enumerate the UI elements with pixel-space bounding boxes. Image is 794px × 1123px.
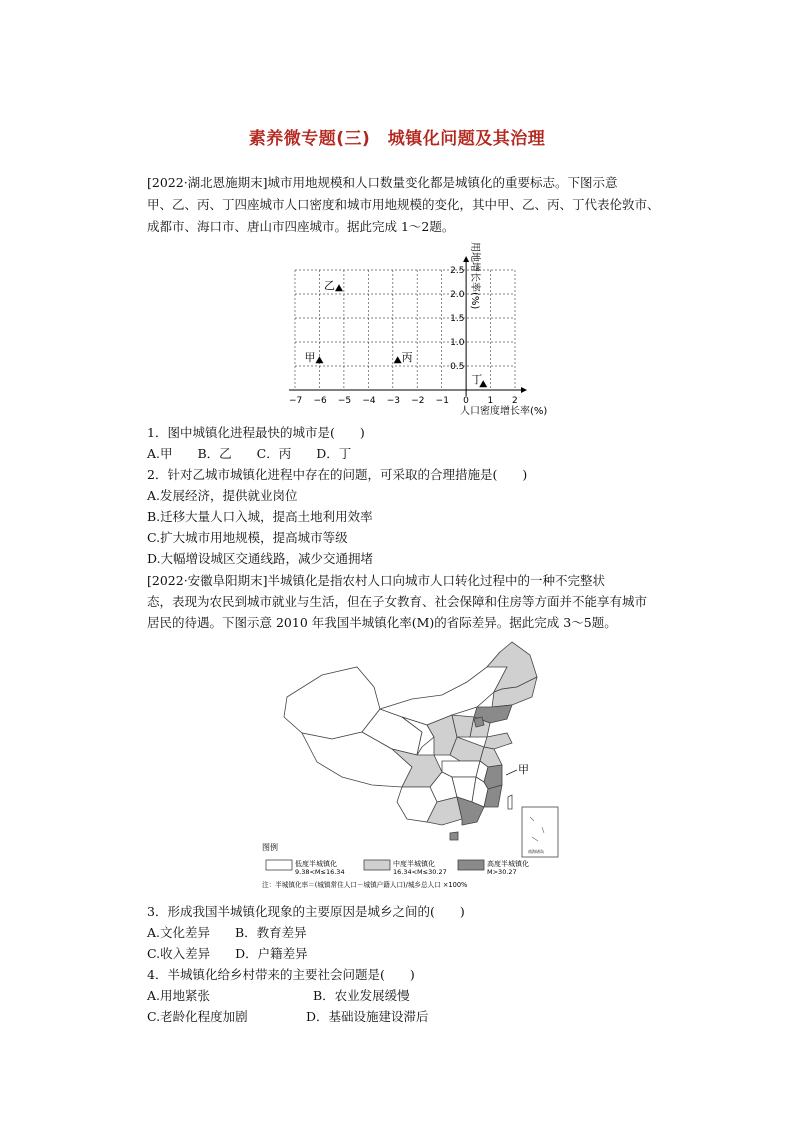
data-point-label: 丁 (471, 373, 483, 387)
data-point-label: 甲 (304, 351, 316, 365)
intro2-line3: 居民的待遇。下图示意 2010 年我国半城镇化率(M)的省际差异。据此完成 3～5题。 (147, 615, 617, 630)
data-point-marker (394, 356, 402, 363)
q4-option-a: A.用地紧张 (147, 988, 211, 1003)
legend-high-range: M>30.27 (487, 868, 517, 876)
y-axis-label: 用地增长率(%) (469, 242, 481, 310)
y-tick-label: 0.5 (450, 362, 465, 372)
y-axis-arrow (463, 256, 469, 262)
q3-options-1: A.文化差异 B．教育差异 (147, 925, 307, 940)
legend-title: 图例 (262, 843, 278, 852)
scatter-chart (280, 234, 550, 420)
q2-stem: 2．针对乙城市城镇化进程中存在的问题，可采取的合理措施是( ) (147, 467, 528, 482)
intro2-line1: [2022·安徽阜阳期末]半城镇化是指农村人口向城市人口转化过程中的一种不完整状 (147, 573, 606, 588)
china-semi-urbanization-map (262, 637, 562, 892)
intro1-line3: 成都市、海口市、唐山市四座城市。据此完成 1～2题。 (147, 219, 455, 234)
chart-axes (289, 256, 527, 396)
x-tick-label: 1 (487, 396, 494, 406)
q2-option-c: C.扩大城市用地规模，提高城市等级 (147, 530, 348, 545)
q1-stem: 1．图中城镇化进程最快的城市是( ) (147, 425, 365, 440)
y-tick-label: 2.5 (450, 266, 465, 276)
x-tick-label: −2 (411, 396, 425, 406)
x-tick-label: −7 (289, 396, 303, 406)
q2-option-b: B.迁移大量人口入城，提高土地利用效率 (147, 509, 373, 524)
y-tick-label: 1.0 (450, 338, 465, 348)
legend-low-range: 9.38<M≤16.34 (295, 868, 345, 876)
q4-stem: 4．半城镇化给乡村带来的主要社会问题是( ) (147, 967, 415, 982)
q3-options-2: C.收入差异 D．户籍差异 (147, 946, 308, 961)
x-tick-label: −1 (435, 396, 449, 406)
q2-option-a: A.发展经济，提供就业岗位 (147, 488, 298, 503)
legend-swatch-mid (364, 860, 390, 870)
region-beijing (474, 717, 484, 727)
x-tick-label: −4 (362, 396, 376, 406)
map-marker-jia: 甲 (518, 763, 529, 776)
region-taiwan (508, 795, 512, 809)
q2-option-d: D.大幅增设城区交通线路，减少交通拥堵 (147, 551, 374, 566)
y-tick-label: 1.5 (450, 314, 465, 324)
q4-option-d: D．基础设施建设滞后 (306, 1009, 429, 1024)
legend-low-name: 低度半城镇化 (295, 860, 337, 868)
legend-high-name: 高度半城镇化 (487, 860, 529, 868)
y-tick-label: 2.0 (450, 290, 465, 300)
x-tick-label: 0 (463, 396, 469, 406)
legend-mid-range: 16.34<M≤30.27 (393, 868, 447, 876)
q4-option-b: B．农业发展缓慢 (313, 988, 410, 1003)
q4-option-c: C.老龄化程度加剧 (147, 1009, 248, 1024)
x-axis-arrow (521, 387, 527, 393)
page-title: 素养微专题(三) 城镇化问题及其治理 (248, 129, 546, 149)
x-tick-label: −5 (337, 396, 352, 406)
q3-stem: 3．形成我国半城镇化现象的主要原因是城乡之间的( ) (147, 904, 465, 919)
x-tick-label: −3 (386, 396, 401, 406)
data-point-label: 丙 (401, 351, 413, 365)
data-point-marker (335, 284, 343, 291)
legend-swatch-low (266, 860, 292, 870)
y-tick-labels (450, 266, 465, 372)
data-point-label: 乙 (324, 279, 335, 293)
region-hainan (450, 832, 458, 840)
x-tick-label: −6 (313, 396, 327, 406)
data-point-marker (315, 356, 323, 363)
x-tick-labels (289, 396, 518, 406)
legend-swatch-high (458, 860, 484, 870)
x-axis-label: 人口密度增长率(%) (460, 406, 548, 417)
intro1-line1: [2022·湖北恩施期末]城市用地规模和人口数量变化都是城镇化的重要标志。下图示意 (147, 175, 618, 190)
legend-mid-name: 中度半城镇化 (393, 860, 435, 868)
x-tick-label: 2 (512, 396, 518, 406)
inset-label: 南海诸岛 (528, 849, 544, 854)
intro1-line2: 甲、乙、丙、丁四座城市人口密度和城市用地规模的变化，其中甲、乙、丙、丁代表伦敦市、 (147, 197, 660, 212)
q1-options: A.甲 B．乙 C．丙 D．丁 (147, 446, 352, 461)
intro2-line2: 态，表现为农民到城市就业与生活，但在子女教育、社会保障和住房等方面并不能享有城市 (147, 594, 648, 609)
map-note: 注：半城镇化率＝(城镇常住人口－城镇户籍人口)/城乡总人口 ×100% (262, 881, 468, 889)
region-shandong (484, 733, 512, 749)
